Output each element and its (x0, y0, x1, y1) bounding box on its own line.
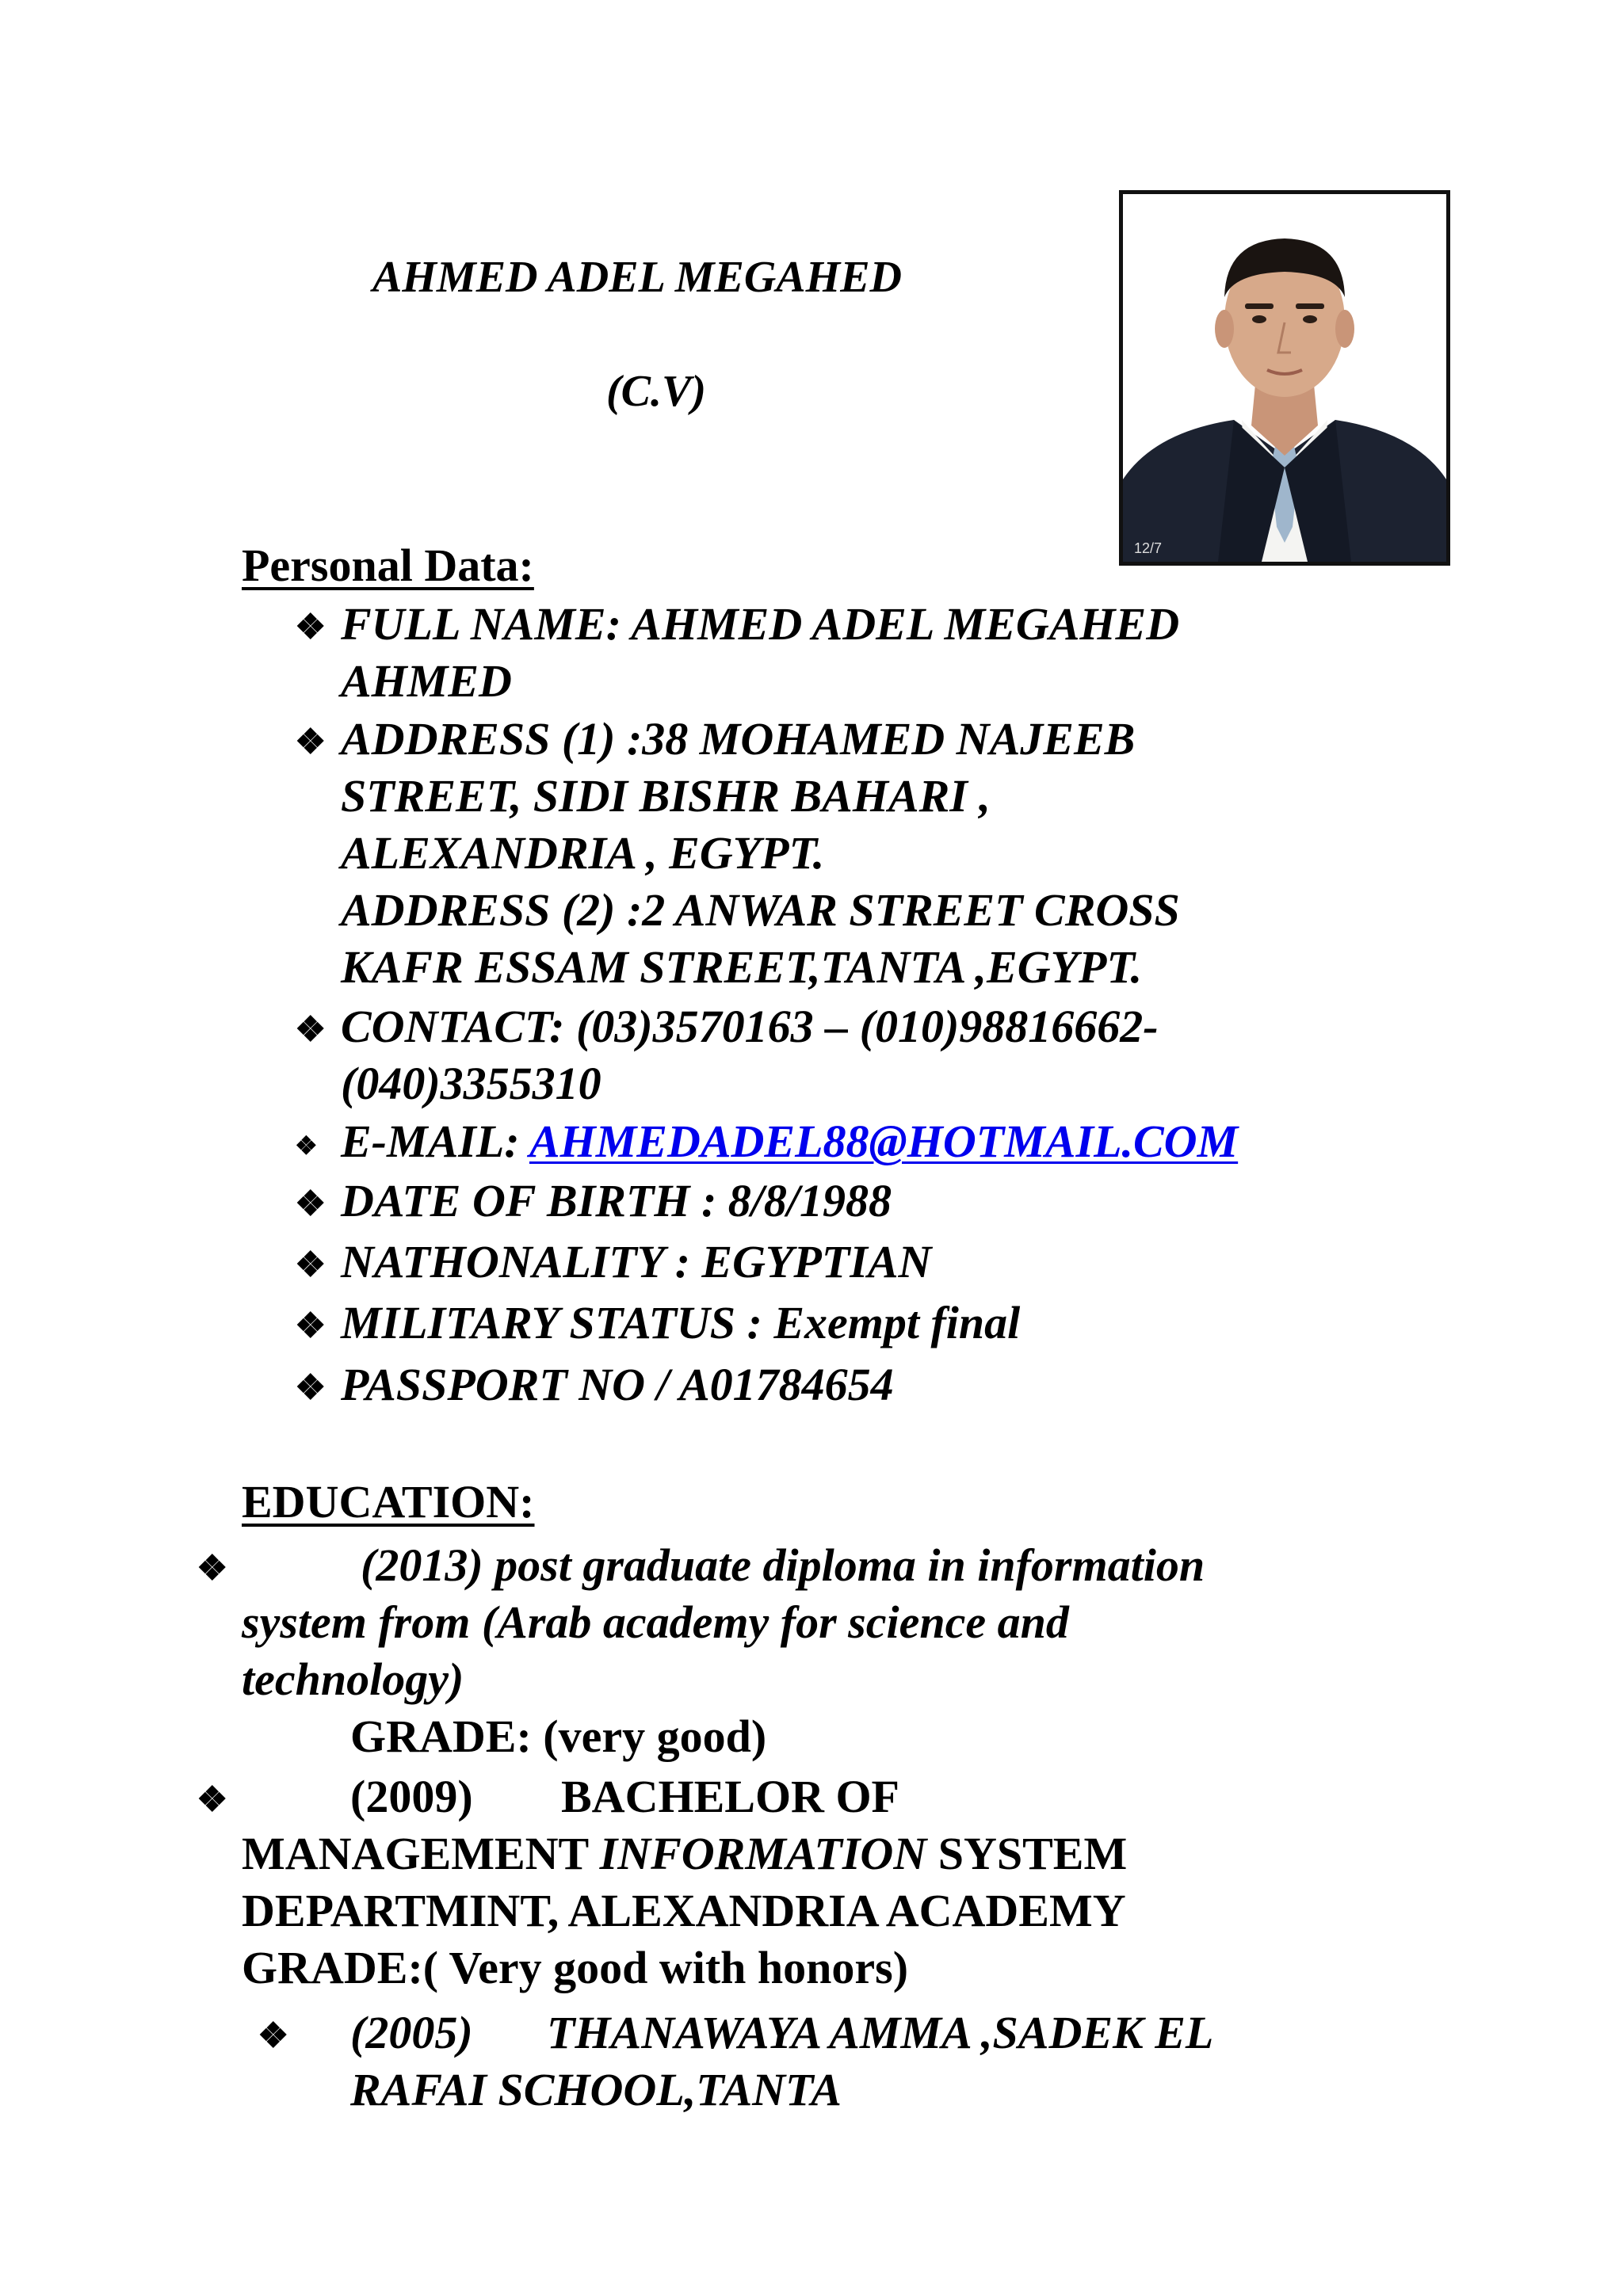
education-heading: EDUCATION: (242, 1476, 535, 1527)
diploma-line: system from (Arab academy for science and (242, 1596, 1069, 1648)
bullet-icon: ❖ (295, 1306, 327, 1345)
cv-name-heading: AHMED ADEL MEGAHED (372, 253, 902, 302)
bullet-icon: ❖ (295, 1131, 318, 1160)
bullet-icon: ❖ (258, 2016, 289, 2055)
bachelor-title: BACHELOR OF (561, 1771, 899, 1822)
diploma-line: (2013) post graduate diploma in information (361, 1539, 1205, 1591)
bachelor-grade: GRADE:( Very good with honors) (242, 1942, 909, 1993)
address-line: ALEXANDRIA , EGYPT. (341, 827, 825, 879)
profile-photo-portrait (1123, 194, 1446, 562)
passport-number: PASSPORT NO / A01784654 (341, 1359, 894, 1410)
bachelor-line-part: INFORMATION (599, 1828, 927, 1879)
address-line: KAFR ESSAM STREET,TANTA ,EGYPT. (341, 941, 1143, 993)
military-status-value: Exempt final (773, 1297, 1021, 1348)
email-line (341, 1113, 1238, 1170)
bullet-icon: ❖ (295, 1184, 327, 1223)
secondary-line: THANAWAYA AMMA ,SADEK EL (547, 2007, 1214, 2058)
bachelor-line: DEPARTMINT, ALEXANDRIA ACADEMY (242, 1885, 1126, 1936)
bullet-icon: ❖ (295, 1245, 327, 1284)
bullet-icon: ❖ (197, 1780, 228, 1819)
cv-subtitle: (C.V) (606, 367, 706, 416)
contact-line: CONTACT: (03)3570163 – (010)98816662- (341, 1001, 1159, 1052)
address-line: ADDRESS (2) :2 ANWAR STREET CROSS (341, 884, 1180, 936)
bachelor-year: (2009) (350, 1771, 473, 1822)
full-name-line: FULL NAME: AHMED ADEL MEGAHED (341, 598, 1180, 650)
contact-line: (040)3355310 (341, 1058, 601, 1109)
bachelor-line-part: SYSTEM (926, 1828, 1128, 1879)
bullet-icon: ❖ (197, 1549, 228, 1588)
military-status-label: MILITARY STATUS : (341, 1297, 774, 1348)
diploma-line: technology) (242, 1653, 464, 1705)
bullet-icon: ❖ (295, 723, 327, 761)
bullet-icon: ❖ (295, 1368, 327, 1407)
email-label: E-MAIL: (341, 1116, 529, 1167)
bachelor-line (242, 1825, 1127, 1882)
secondary-line: RAFAI SCHOOL,TANTA (350, 2064, 842, 2115)
address-line: STREET, SIDI BISHR BAHARI , (341, 770, 991, 822)
nationality: NATHONALITY : EGYPTIAN (341, 1236, 932, 1287)
email-link[interactable]: AHMEDADEL88@HOTMAIL.COM (529, 1116, 1239, 1167)
date-of-birth: DATE OF BIRTH : 8/8/1988 (341, 1175, 892, 1226)
photo-date-stamp: 12/7 (1134, 540, 1163, 556)
diploma-grade: GRADE: (very good) (350, 1711, 767, 1762)
military-status (341, 1295, 1020, 1352)
secondary-year: (2005) (350, 2007, 473, 2058)
personal-data-heading: Personal Data: (242, 540, 534, 591)
full-name-line: AHMED (341, 655, 512, 707)
address-line: ADDRESS (1) :38 MOHAMED NAJEEB (341, 713, 1136, 765)
bullet-icon: ❖ (295, 1010, 327, 1049)
profile-photo (1119, 190, 1450, 566)
bachelor-line-part: MANAGEMENT (242, 1828, 600, 1879)
bullet-icon: ❖ (295, 608, 327, 646)
